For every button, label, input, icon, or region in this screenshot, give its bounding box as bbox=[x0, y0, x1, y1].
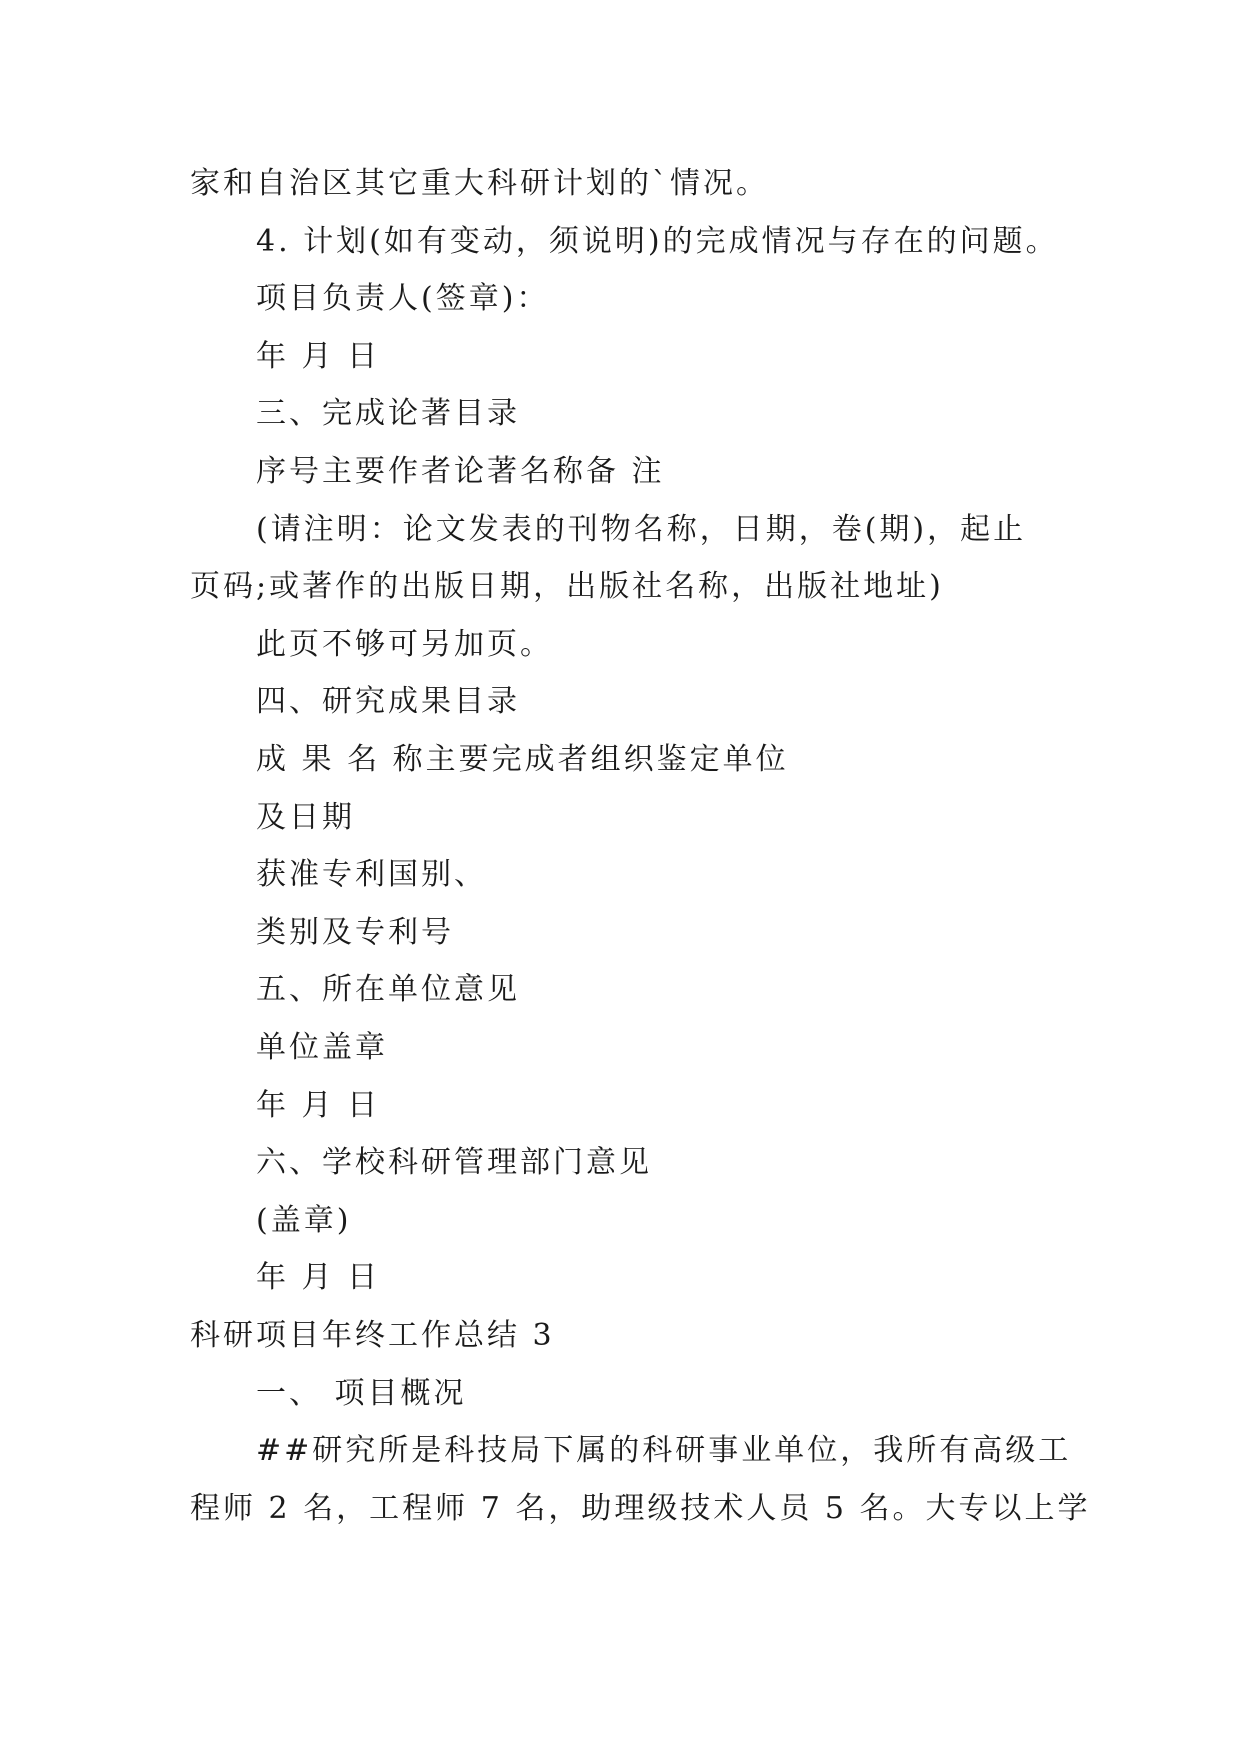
text-line-signature: 项目负责人(签章)： bbox=[256, 281, 550, 316]
text-line-date: 年 月 日 bbox=[256, 1260, 381, 1295]
section-heading-6: 六、学校科研管理部门意见 bbox=[256, 1145, 652, 1180]
text-line-results-header: 成 果 名 称主要完成者组织鉴定单位 bbox=[256, 742, 789, 777]
text-line-date: 年 月 日 bbox=[256, 1088, 381, 1123]
text-line-item-4: 4. 计划(如有变动，须说明)的完成情况与存在的问题。 bbox=[256, 224, 1059, 259]
paragraph-line: 程师 2 名，工程师 7 名，助理级技术人员 5 名。大专以上学 bbox=[190, 1491, 1091, 1526]
text-line-note: (请注明：论文发表的刊物名称，日期，卷(期)，起止 bbox=[256, 512, 1027, 547]
text-line-extra-page: 此页不够可另加页。 bbox=[256, 627, 553, 662]
text-line-date-label: 及日期 bbox=[256, 800, 355, 835]
text-line-patent-number: 类别及专利号 bbox=[256, 915, 454, 950]
text-line-date: 年 月 日 bbox=[256, 339, 381, 374]
text-line-seal: (盖章) bbox=[256, 1203, 352, 1238]
text-line-unit-seal: 单位盖章 bbox=[256, 1030, 388, 1065]
text-line-continuation: 家和自治区其它重大科研计划的`情况。 bbox=[190, 166, 769, 201]
section-heading-1: 一、 项目概况 bbox=[256, 1376, 467, 1411]
text-line-note-continuation: 页码;或著作的出版日期，出版社名称，出版社地址) bbox=[190, 569, 944, 604]
document-title: 科研项目年终工作总结 3 bbox=[190, 1318, 555, 1353]
text-line-table-header: 序号主要作者论著名称备 注 bbox=[256, 454, 665, 489]
text-line-patent-country: 获准专利国别、 bbox=[256, 857, 487, 892]
section-heading-4: 四、研究成果目录 bbox=[256, 684, 520, 719]
paragraph-line: ##研究所是科技局下属的科研事业单位，我所有高级工 bbox=[256, 1433, 1072, 1468]
section-heading-5: 五、所在单位意见 bbox=[256, 972, 520, 1007]
section-heading-3: 三、完成论著目录 bbox=[256, 396, 520, 431]
